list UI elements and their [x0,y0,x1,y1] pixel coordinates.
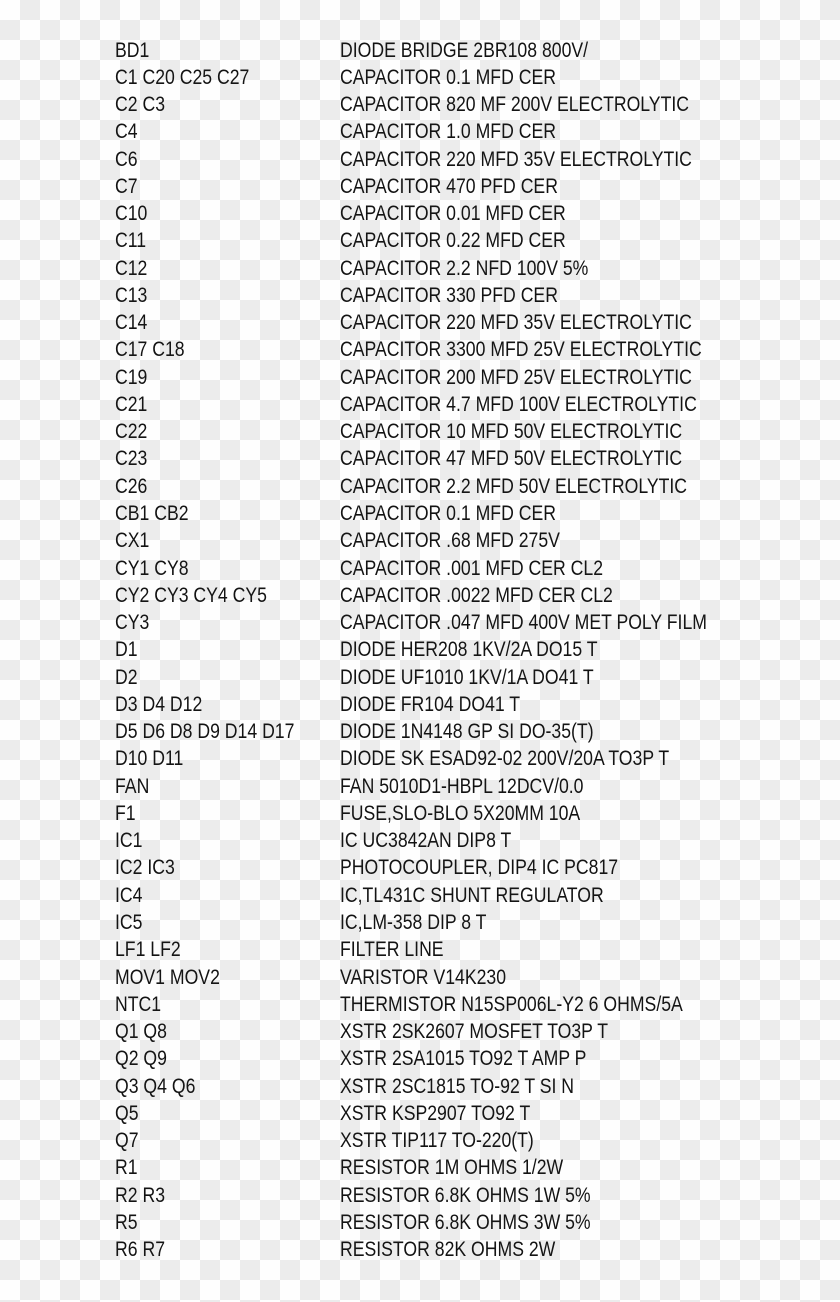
ref-designator-cell: C21 [115,392,148,416]
ref-designator-cell: Q3 Q4 Q6 [115,1074,196,1098]
ref-designator-column [115,827,340,854]
ref-designator-cell: CY3 [115,611,150,635]
ref-designator-cell: C23 [115,447,148,471]
ref-designator-column [115,664,340,691]
table-row [0,691,777,718]
table-row [0,1154,777,1181]
table-row [0,800,777,827]
description-cell: CAPACITOR 0.1 MFD CER [340,65,556,89]
ref-designator-column [115,1127,340,1154]
description-column [340,609,777,636]
description-column [340,200,609,227]
description-column [340,118,597,145]
description-column [340,936,463,963]
description-cell: DIODE SK ESAD92-02 200V/20A TO3P T [340,747,670,771]
ref-designator-column [115,1154,340,1181]
description-cell: CAPACITOR 10 MFD 50V ELECTROLYTIC [340,420,683,444]
ref-designator-column [115,582,340,609]
description-column [340,336,771,363]
ref-designator-cell: CB1 CB2 [115,502,189,526]
ref-designator-cell: C1 C20 C25 C27 [115,65,250,89]
ref-designator-cell: C4 [115,120,138,144]
table-row [0,745,777,772]
ref-designator-cell: D3 D4 D12 [115,692,203,716]
ref-designator-cell: CY2 CY3 CY4 CY5 [115,583,267,607]
table-row [0,37,777,64]
description-column [340,227,609,254]
table-row [0,1100,777,1127]
description-cell: CAPACITOR 2.2 MFD 50V ELECTROLYTIC [340,474,688,498]
description-column [340,1209,638,1236]
ref-designator-cell: C17 C18 [115,338,185,362]
table-row [0,418,777,445]
ref-designator-cell: Q1 Q8 [115,1020,167,1044]
description-column [340,800,626,827]
description-column [340,718,642,745]
ref-designator-cell: R1 [115,1156,138,1180]
description-cell: XSTR 2SK2607 MOSFET TO3P T [340,1020,608,1044]
description-column [340,909,514,936]
table-row [0,964,777,991]
table-row [0,773,777,800]
description-cell: IC,TL431C SHUNT REGULATOR [340,883,604,907]
ref-designator-cell: C2 C3 [115,93,166,117]
ref-designator-cell: Q5 [115,1101,139,1125]
ref-designator-cell: F1 [115,801,136,825]
ref-designator-cell: IC1 [115,829,143,853]
description-column [340,582,665,609]
description-cell: CAPACITOR 220 MFD 35V ELECTROLYTIC [340,311,692,335]
parts-list [0,37,777,1264]
table-row [0,146,777,173]
description-cell: DIODE 1N4148 GP SI DO-35(T) [340,720,594,744]
description-column [340,1154,606,1181]
ref-designator-column [115,37,340,64]
table-row [0,364,777,391]
ref-designator-column [115,718,340,745]
description-cell: FUSE,SLO-BLO 5X20MM 10A [340,801,581,825]
ref-designator-column [115,473,340,500]
ref-designator-cell: D2 [115,665,138,689]
table-row [0,309,777,336]
table-row [0,582,777,609]
description-cell: CAPACITOR .68 MFD 275V [340,529,560,553]
description-column [340,445,747,472]
description-cell: IC,LM-358 DIP 8 T [340,911,487,934]
ref-designator-column [115,555,340,582]
description-column [340,664,642,691]
ref-designator-column [115,336,340,363]
ref-designator-column [115,691,340,718]
description-cell: DIODE HER208 1KV/2A DO15 T [340,638,598,662]
table-row [0,64,777,91]
ref-designator-cell: BD1 [115,38,150,62]
description-column [340,391,765,418]
description-cell: CAPACITOR 2.2 NFD 100V 5% [340,256,589,280]
ref-designator-column [115,91,340,118]
table-row [0,909,777,936]
description-column [340,37,635,64]
table-row [0,173,777,200]
description-column [340,773,630,800]
ref-designator-column [115,800,340,827]
description-cell: VARISTOR V14K230 [340,965,507,989]
description-column [340,64,597,91]
description-column [340,882,654,909]
ref-designator-column [115,1018,340,1045]
ref-designator-cell: CX1 [115,529,150,553]
description-column [340,991,748,1018]
ref-designator-cell: R5 [115,1210,138,1234]
description-column [340,1045,633,1072]
ref-designator-column [115,936,340,963]
description-column [340,745,732,772]
table-row [0,1073,777,1100]
description-cell: CAPACITOR .001 MFD CER CL2 [340,556,604,580]
ref-designator-cell: C11 [115,229,147,253]
description-cell: RESISTOR 6.8K OHMS 3W 5% [340,1210,591,1234]
ref-designator-cell: D10 D11 [115,747,184,771]
ref-designator-column [115,418,340,445]
ref-designator-column [115,991,340,1018]
table-row [0,227,777,254]
description-cell: XSTR TIP117 TO-220(T) [340,1129,534,1153]
ref-designator-column [115,173,340,200]
table-row [0,336,777,363]
description-cell: XSTR 2SC1815 TO-92 T SI N [340,1074,575,1098]
description-column [340,364,759,391]
table-row [0,882,777,909]
description-column [340,173,599,200]
description-cell: CAPACITOR 47 MFD 50V ELECTROLYTIC [340,447,683,471]
description-cell: PHOTOCOUPLER, DIP4 IC PC817 [340,856,619,880]
description-column [340,309,759,336]
ref-designator-cell: MOV1 MOV2 [115,965,220,989]
ref-designator-column [115,745,340,772]
ref-designator-cell: C14 [115,311,148,335]
table-row [0,391,777,418]
table-row [0,1209,777,1236]
table-row [0,936,777,963]
ref-designator-cell: CY1 CY8 [115,556,189,580]
description-column [340,827,544,854]
table-row [0,91,777,118]
ref-designator-column [115,1100,340,1127]
description-cell: CAPACITOR 0.22 MFD CER [340,229,566,253]
description-column [340,691,554,718]
description-column [340,555,653,582]
ref-designator-cell: C6 [115,147,138,171]
table-row [0,555,777,582]
ref-designator-column [115,391,340,418]
ref-designator-column [115,364,340,391]
ref-designator-cell: Q7 [115,1129,139,1153]
ref-designator-column [115,1209,340,1236]
ref-designator-column [115,282,340,309]
ref-designator-cell: IC5 [115,911,143,934]
table-row [0,527,777,554]
ref-designator-column [115,445,340,472]
table-row [0,282,777,309]
table-row [0,118,777,145]
ref-designator-cell: D1 [115,638,138,662]
ref-designator-column [115,200,340,227]
table-row [0,255,777,282]
description-cell: CAPACITOR 820 MF 200V ELECTROLYTIC [340,93,689,117]
description-cell: CAPACITOR .0022 MFD CER CL2 [340,583,613,607]
table-row [0,718,777,745]
table-row [0,991,777,1018]
description-cell: RESISTOR 82K OHMS 2W [340,1238,556,1262]
table-row [0,1236,777,1263]
table-row [0,636,777,663]
ref-designator-cell: C7 [115,174,138,198]
table-row [0,200,777,227]
ref-designator-column [115,146,340,173]
description-cell: DIODE UF1010 1KV/1A DO41 T [340,665,594,689]
description-column [340,255,636,282]
description-column [340,1073,619,1100]
description-cell: CAPACITOR 4.7 MFD 100V ELECTROLYTIC [340,392,697,416]
ref-designator-cell: R6 R7 [115,1238,166,1262]
table-row [0,1018,777,1045]
description-column [340,146,759,173]
ref-designator-cell: IC2 IC3 [115,856,175,880]
description-cell: IC UC3842AN DIP8 T [340,829,512,853]
table-row [0,609,777,636]
ref-designator-column [115,118,340,145]
description-column [340,527,602,554]
ref-designator-cell: LF1 LF2 [115,938,181,962]
ref-designator-column [115,64,340,91]
ref-designator-column [115,773,340,800]
description-cell: CAPACITOR 470 PFD CER [340,174,558,198]
description-cell: THERMISTOR N15SP006L-Y2 6 OHMS/5A [340,992,683,1016]
ref-designator-cell: C19 [115,365,148,389]
table-row [0,854,777,881]
ref-designator-cell: R2 R3 [115,1183,166,1207]
ref-designator-column [115,1045,340,1072]
table-row [0,1127,777,1154]
ref-designator-cell: IC4 [115,883,143,907]
table-row [0,664,777,691]
table-row [0,1182,777,1209]
description-column [340,1127,571,1154]
ref-designator-cell: C13 [115,283,148,307]
ref-designator-column [115,227,340,254]
description-cell: CAPACITOR 1.0 MFD CER [340,120,556,144]
table-row [0,445,777,472]
description-column [340,500,597,527]
description-cell: RESISTOR 1M OHMS 1/2W [340,1156,564,1180]
ref-designator-cell: C22 [115,420,148,444]
description-cell: DIODE BRIDGE 2BR108 800V/ [340,38,589,62]
description-cell: XSTR KSP2907 TO92 T [340,1101,531,1125]
description-column [340,1018,659,1045]
ref-designator-column [115,636,340,663]
ref-designator-column [115,527,340,554]
ref-designator-column [115,909,340,936]
description-column [340,636,647,663]
description-column [340,1236,596,1263]
description-cell: XSTR 2SA1015 TO92 T AMP P [340,1047,587,1071]
description-column [340,91,755,118]
description-cell: CAPACITOR 330 PFD CER [340,283,558,307]
ref-designator-column [115,255,340,282]
ref-designator-column [115,964,340,991]
table-row [0,1045,777,1072]
description-cell: CAPACITOR 0.1 MFD CER [340,502,556,526]
description-column [340,1100,566,1127]
table-row [0,500,777,527]
description-cell: CAPACITOR 200 MFD 25V ELECTROLYTIC [340,365,692,389]
ref-designator-cell: Q2 Q9 [115,1047,167,1071]
description-cell: CAPACITOR 0.01 MFD CER [340,202,566,226]
table-row [0,827,777,854]
description-cell: FILTER LINE [340,938,444,962]
description-cell: DIODE FR104 DO41 T [340,692,521,716]
description-column [340,418,747,445]
ref-designator-cell: NTC1 [115,992,162,1016]
description-column [340,964,538,991]
ref-designator-cell: FAN [115,774,150,798]
table-row [0,473,777,500]
ref-designator-column [115,854,340,881]
ref-designator-column [115,309,340,336]
ref-designator-column [115,609,340,636]
ref-designator-column [115,1236,340,1263]
ref-designator-column [115,1182,340,1209]
description-cell: CAPACITOR 220 MFD 35V ELECTROLYTIC [340,147,692,171]
description-cell: FAN 5010D1-HBPL 12DCV/0.0 [340,774,584,798]
description-cell: CAPACITOR .047 MFD 400V MET POLY FILM [340,611,707,635]
ref-designator-column [115,1073,340,1100]
ref-designator-column [115,882,340,909]
ref-designator-cell: C26 [115,474,148,498]
description-column [340,282,599,309]
description-column [340,473,753,500]
ref-designator-cell: C10 [115,202,148,226]
description-column [340,1182,638,1209]
ref-designator-cell: C12 [115,256,148,280]
description-cell: RESISTOR 6.8K OHMS 1W 5% [340,1183,591,1207]
description-column [340,854,671,881]
ref-designator-column [115,500,340,527]
ref-designator-cell: D5 D6 D8 D9 D14 D17 [115,720,295,744]
description-cell: CAPACITOR 3300 MFD 25V ELECTROLYTIC [340,338,702,362]
